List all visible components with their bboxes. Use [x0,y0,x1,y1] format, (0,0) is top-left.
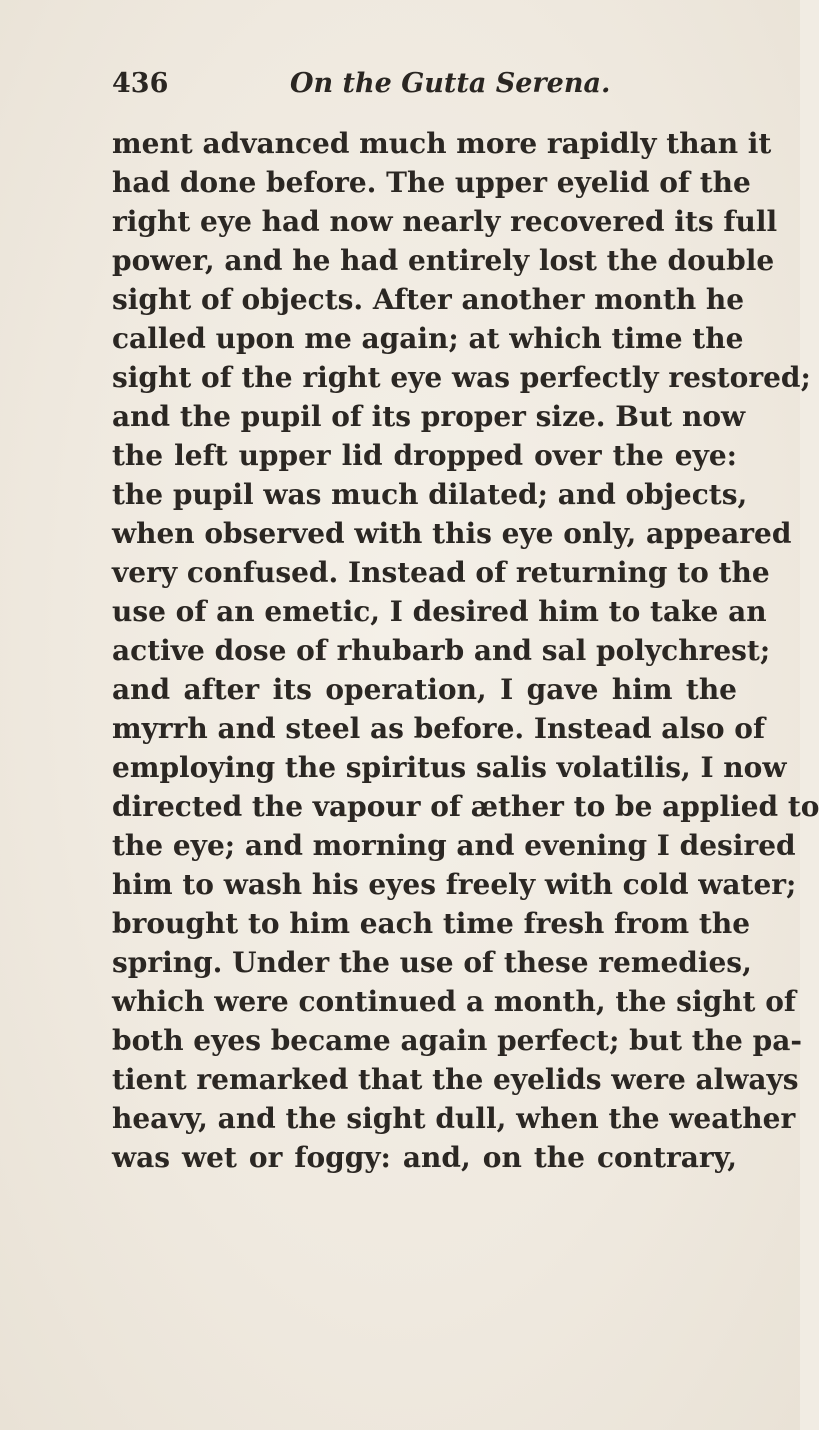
page-header [112,68,672,108]
text-line: him to wash his eyes freely with cold water; [112,868,797,901]
text-line: called upon me again; at which time the [112,322,744,355]
text-line: sight of the right eye was perfectly restored; [112,361,811,394]
text-line: and the pupil of its proper size. But now [112,400,746,433]
text-line: the eye; and morning and evening I desired [112,829,796,862]
running-head: On the Gutta Serena. [290,68,611,99]
text-line: tient remarked that the eyelids were always [112,1063,799,1096]
text-line: use of an emetic, I desired him to take an [112,595,767,628]
text-line: had done before. The upper eyelid of the [112,166,751,199]
text-line: directed the vapour of æther to be applied to [112,790,819,823]
text-line: very confused. Instead of returning to the [112,556,770,589]
text-line: sight of objects. After another month he [112,283,745,316]
text-line: spring. Under the use of these remedies, [112,946,752,979]
text-line: myrrh and steel as before. Instead also of [112,712,765,745]
text-line: and after its operation, I gave him the [112,673,737,706]
text-line: the pupil was much dilated; and objects, [112,478,748,511]
text-line: employing the spiritus salis volatilis, I now [112,751,787,784]
text-line: heavy, and the sight dull, when the weather [112,1102,796,1135]
text-line: ment advanced much more rapidly than it [112,127,772,160]
text-line: brought to him each time fresh from the [112,907,751,940]
text-line: which were continued a month, the sight of [112,985,796,1018]
text-line: was wet or foggy: and, on the contrary, [112,1141,737,1174]
page-number: 436 [112,68,169,99]
text-line: when observed with this eye only, appeared [112,517,792,550]
text-line: power, and he had entirely lost the double [112,244,775,277]
text-line: right eye had now nearly recovered its full [112,205,778,238]
body-text [112,124,819,1177]
text-line: the left upper lid dropped over the eye: [112,439,737,472]
text-line: both eyes became again perfect; but the pa- [112,1024,802,1057]
text-line: active dose of rhubarb and sal polychrest; [112,634,771,667]
